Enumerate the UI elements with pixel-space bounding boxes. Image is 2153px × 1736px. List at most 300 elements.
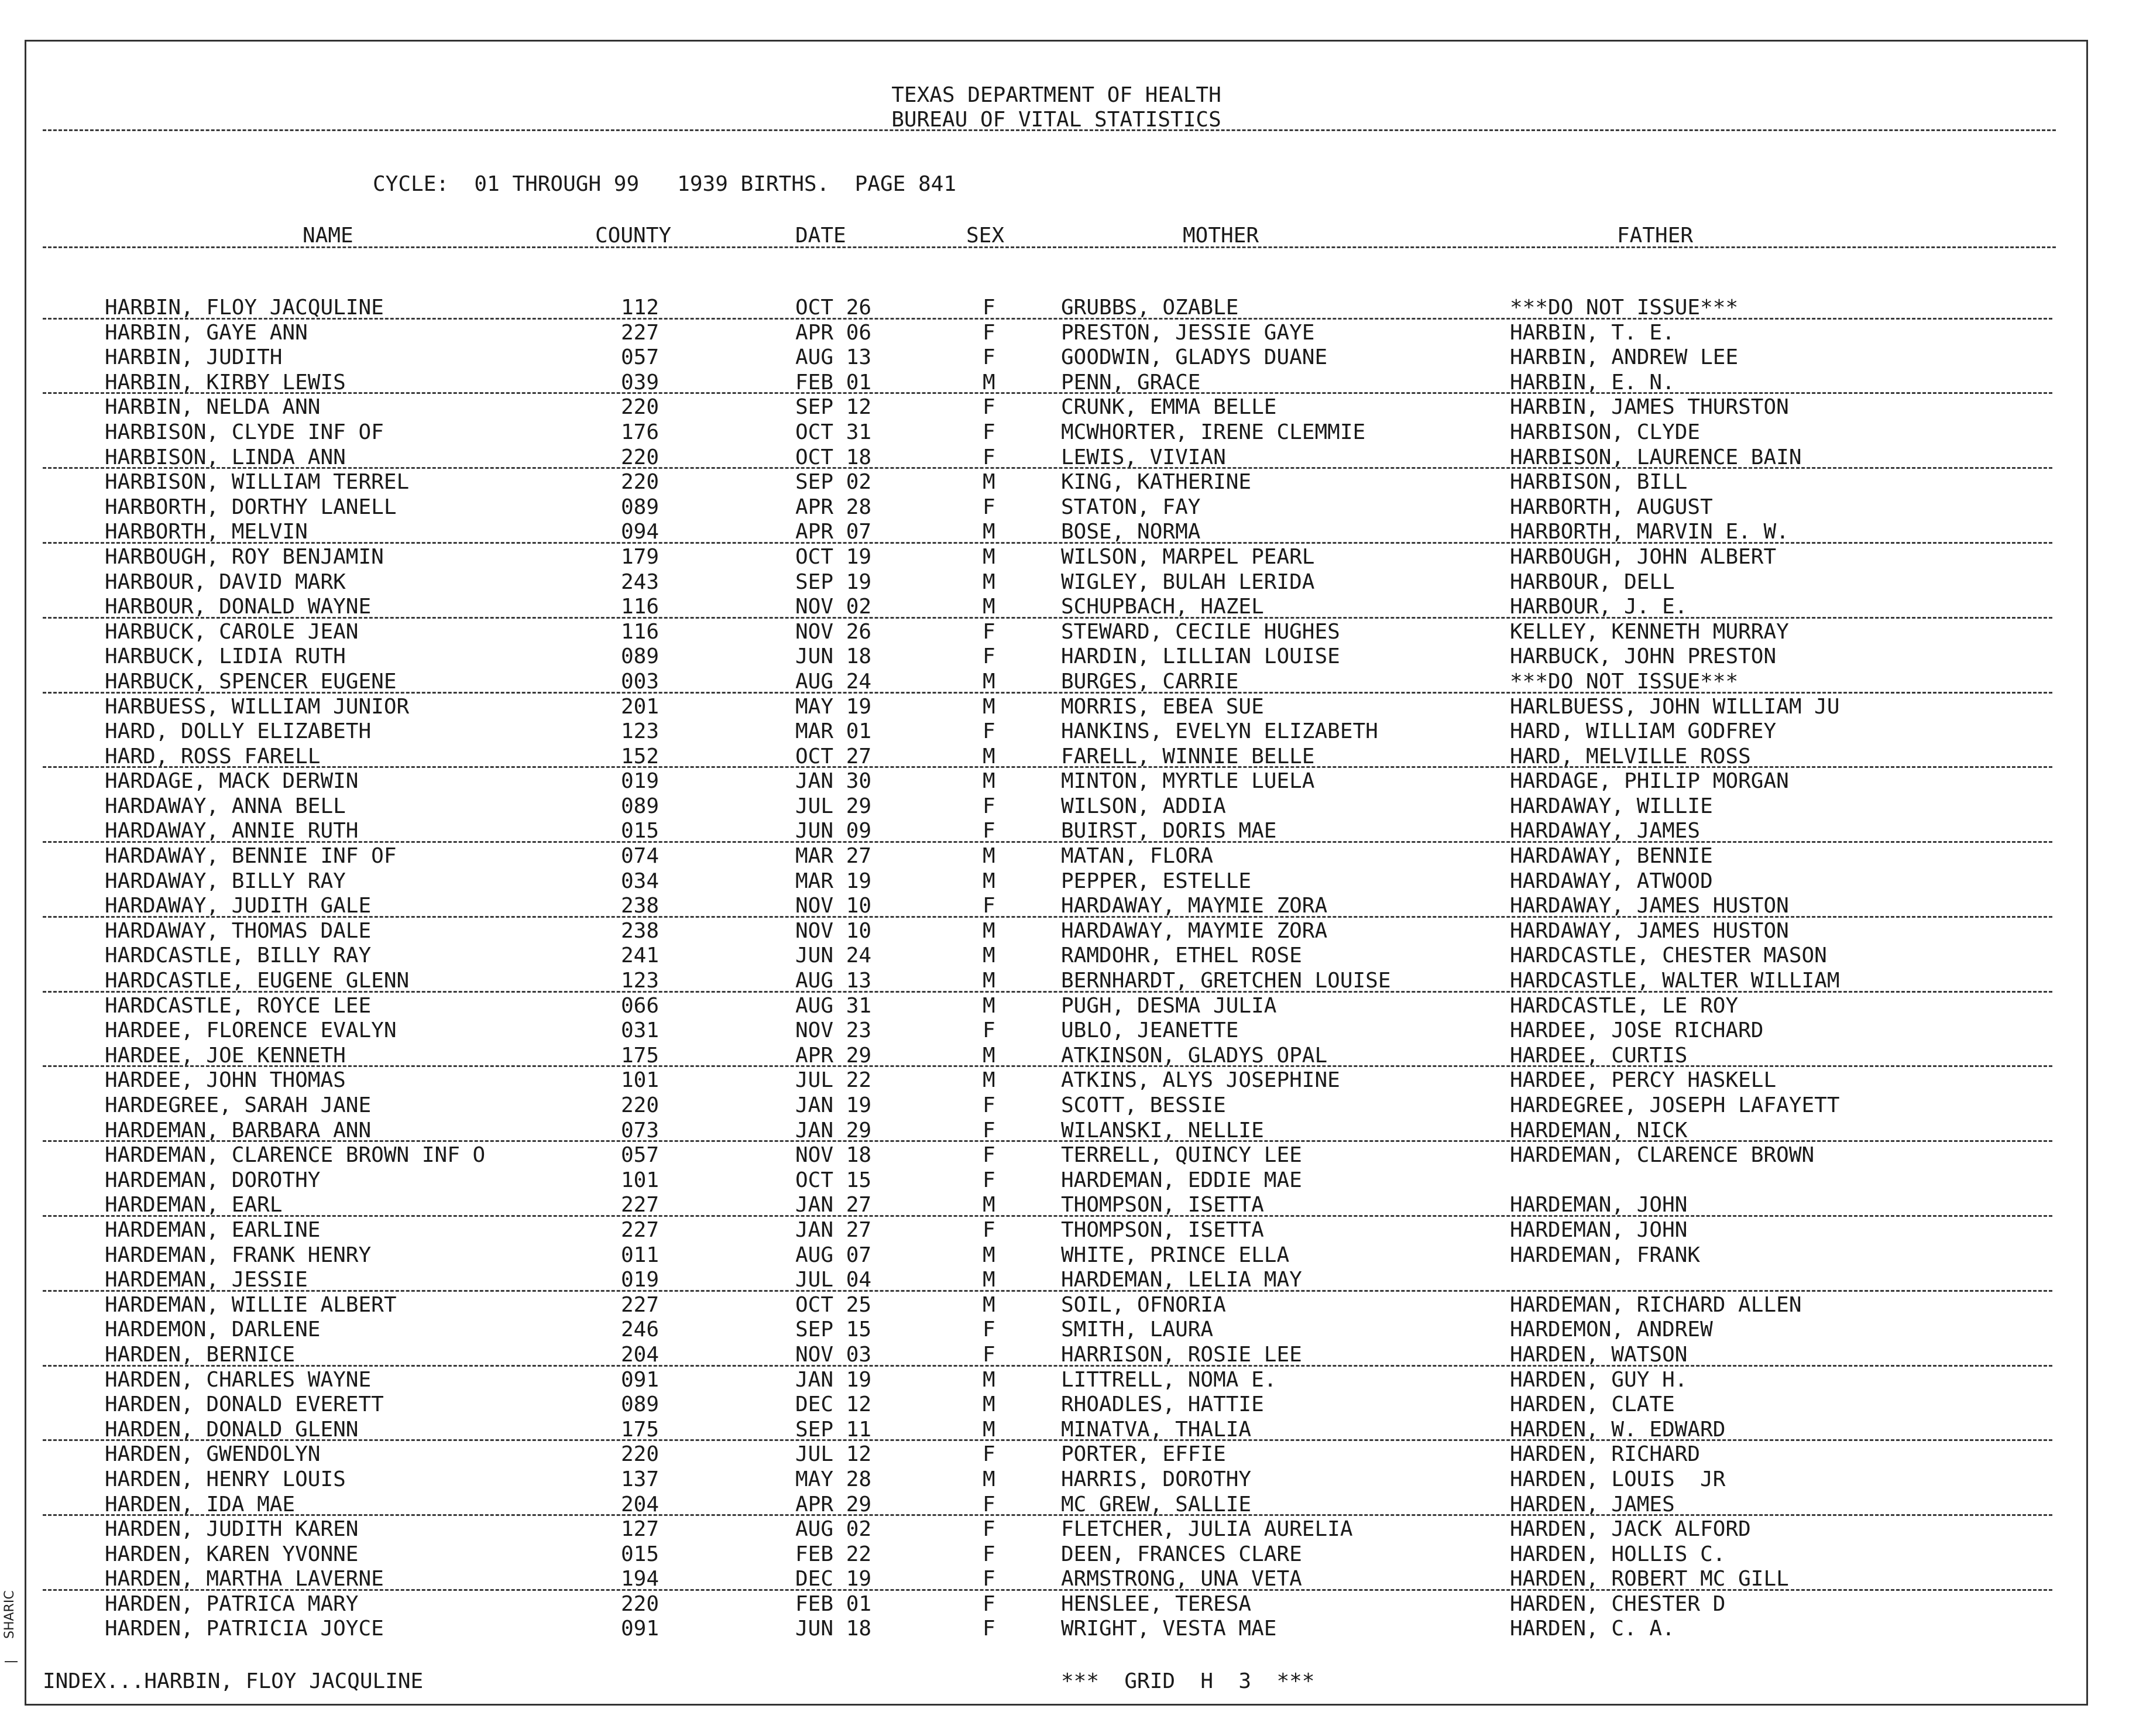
table-row: [26, 1392, 2086, 1418]
cell-county: 116: [621, 595, 660, 619]
cell-father: HARDEN, CHESTER D: [1510, 1591, 1726, 1616]
cell-father: HARDEN, CLATE: [1510, 1392, 1675, 1417]
cell-county: 246: [621, 1318, 660, 1342]
cell-name: HARBOUR, DAVID MARK: [105, 569, 346, 594]
cell-county: 123: [621, 969, 660, 993]
cell-name: HARDEN, IDA MAE: [105, 1492, 296, 1517]
cell-sex: F: [983, 296, 995, 320]
cell-date: APR 07: [795, 520, 872, 544]
cell-county: 220: [621, 1591, 660, 1616]
cell-mother: PENN, GRACE: [1061, 370, 1201, 394]
cell-sex: M: [983, 1068, 995, 1093]
cell-name: HARDEMAN, WILLIE ALBERT: [105, 1292, 397, 1317]
cell-mother: HANKINS, EVELYN ELIZABETH: [1061, 719, 1378, 744]
cell-mother: FLETCHER, JULIA AURELIA: [1061, 1517, 1353, 1542]
cell-sex: M: [983, 569, 995, 594]
column-header-mother: MOTHER: [1183, 224, 1259, 248]
cell-father: HARBISON, CLYDE: [1510, 420, 1701, 444]
cell-name: HARDEE, JOHN THOMAS: [105, 1068, 346, 1093]
cell-father: HARD, WILLIAM GODFREY: [1510, 719, 1777, 744]
table-row: [26, 545, 2086, 570]
cell-date: MAR 19: [795, 869, 872, 893]
cell-father: HARBISON, BILL: [1510, 470, 1688, 495]
cell-name: HARDEN, HENRY LOUIS: [105, 1467, 346, 1491]
cell-date: OCT 26: [795, 296, 872, 320]
cycle-line: CYCLE: 01 THROUGH 99 1939 BIRTHS. PAGE 841: [373, 172, 956, 196]
cell-name: HARD, ROSS FARELL: [105, 744, 321, 768]
table-row: [26, 595, 2086, 620]
cell-name: HARBIN, FLOY JACQULINE: [105, 296, 384, 320]
cell-county: 112: [621, 296, 660, 320]
table-row: [26, 794, 2086, 819]
cell-sex: M: [983, 520, 995, 544]
cell-county: 019: [621, 1268, 660, 1292]
cell-name: HARDEMAN, EARLINE: [105, 1217, 321, 1242]
cell-county: 204: [621, 1492, 660, 1517]
table-row: [26, 994, 2086, 1019]
cell-mother: HARDAWAY, MAYMIE ZORA: [1061, 894, 1328, 918]
cell-date: MAY 19: [795, 694, 872, 719]
cell-county: 101: [621, 1068, 660, 1093]
cell-mother: WILANSKI, NELLIE: [1061, 1118, 1264, 1143]
cell-mother: STATON, FAY: [1061, 495, 1201, 519]
cell-father: HARDCASTLE, LE ROY: [1510, 993, 1739, 1018]
cell-mother: PEPPER, ESTELLE: [1061, 869, 1252, 893]
cell-name: HARDEN, DONALD EVERETT: [105, 1392, 384, 1417]
table-row: [26, 520, 2086, 545]
cell-name: HARDEN, MARTHA LAVERNE: [105, 1567, 384, 1591]
cell-mother: GOODWIN, GLADYS DUANE: [1061, 345, 1328, 370]
cell-county: 073: [621, 1118, 660, 1143]
cell-father: HARDEN, C. A.: [1510, 1617, 1675, 1641]
cell-county: 091: [621, 1617, 660, 1641]
cell-father: HARDAWAY, JAMES HUSTON: [1510, 894, 1789, 918]
cell-mother: UBLO, JEANETTE: [1061, 1018, 1239, 1043]
cell-mother: WILSON, ADDIA: [1061, 794, 1226, 818]
table-row: [26, 1442, 2086, 1467]
cell-name: HARDCASTLE, EUGENE GLENN: [105, 969, 410, 993]
cell-name: HARDAWAY, ANNA BELL: [105, 794, 346, 818]
cell-county: 089: [621, 794, 660, 818]
cell-county: 066: [621, 993, 660, 1018]
cell-county: 241: [621, 944, 660, 968]
cell-county: 089: [621, 1392, 660, 1417]
cell-father: KELLEY, KENNETH MURRAY: [1510, 619, 1789, 644]
cell-mother: PUGH, DESMA JULIA: [1061, 993, 1277, 1018]
cell-county: 089: [621, 644, 660, 669]
cell-father: HARDCASTLE, CHESTER MASON: [1510, 944, 1827, 968]
cell-sex: F: [983, 619, 995, 644]
table-row: [26, 1368, 2086, 1393]
table-row: [26, 296, 2086, 321]
cell-father: HARBIN, E. N.: [1510, 370, 1675, 394]
cell-mother: THOMPSON, ISETTA: [1061, 1193, 1264, 1217]
cell-father: HARDEMAN, CLARENCE BROWN: [1510, 1143, 1815, 1168]
cell-sex: F: [983, 644, 995, 669]
cell-county: 220: [621, 1442, 660, 1467]
cell-date: JUL 29: [795, 794, 872, 818]
cell-mother: CRUNK, EMMA BELLE: [1061, 395, 1277, 420]
table-row: [26, 1193, 2086, 1218]
cell-father: HARDEN, RICHARD: [1510, 1442, 1701, 1467]
table-row: [26, 1218, 2086, 1243]
cell-mother: DEEN, FRANCES CLARE: [1061, 1542, 1302, 1566]
cell-date: NOV 26: [795, 619, 872, 644]
cell-mother: MATAN, FLORA: [1061, 844, 1214, 869]
table-row: [26, 869, 2086, 894]
cell-sex: F: [983, 1342, 995, 1367]
cell-father: HARDEN, W. EDWARD: [1510, 1417, 1726, 1442]
cell-date: FEB 22: [795, 1542, 872, 1566]
cell-sex: M: [983, 1467, 995, 1491]
cell-name: HARBISON, CLYDE INF OF: [105, 420, 384, 444]
cell-father: HARBIN, T. E.: [1510, 320, 1675, 345]
cell-name: HARDEN, GWENDOLYN: [105, 1442, 321, 1467]
cell-sex: F: [983, 1143, 995, 1168]
cell-father: HARDEN, GUY H.: [1510, 1367, 1688, 1392]
cell-name: HARDCASTLE, ROYCE LEE: [105, 993, 372, 1018]
table-row: [26, 894, 2086, 919]
cell-name: HARBIN, JUDITH: [105, 345, 283, 370]
table-row: [26, 1592, 2086, 1617]
cell-date: DEC 19: [795, 1567, 872, 1591]
table-row: [26, 1542, 2086, 1567]
cell-name: HARBISON, WILLIAM TERREL: [105, 470, 410, 495]
table-row: [26, 1119, 2086, 1144]
cell-date: JAN 30: [795, 769, 872, 794]
table-row: [26, 620, 2086, 645]
cell-sex: M: [983, 669, 995, 694]
cell-mother: SCOTT, BESSIE: [1061, 1093, 1226, 1117]
cell-date: AUG 13: [795, 345, 872, 370]
table-row: [26, 1168, 2086, 1193]
cell-county: 094: [621, 520, 660, 544]
cell-date: OCT 19: [795, 544, 872, 569]
cell-father: ***DO NOT ISSUE***: [1510, 296, 1739, 320]
cell-date: AUG 31: [795, 993, 872, 1018]
cell-sex: M: [983, 869, 995, 893]
cell-father: HARDEE, CURTIS: [1510, 1043, 1688, 1068]
cell-mother: ARMSTRONG, UNA VETA: [1061, 1567, 1302, 1591]
cell-name: HARDEN, BERNICE: [105, 1342, 296, 1367]
cell-name: HARDEN, KAREN YVONNE: [105, 1542, 359, 1566]
cell-sex: M: [983, 694, 995, 719]
cell-sex: M: [983, 993, 995, 1018]
column-header-rule: [43, 246, 2056, 248]
cell-mother: BERNHARDT, GRETCHEN LOUISE: [1061, 969, 1391, 993]
table-row: [26, 1243, 2086, 1268]
column-header-date: DATE: [795, 224, 846, 248]
cell-county: 137: [621, 1467, 660, 1491]
cell-sex: F: [983, 1168, 995, 1192]
cell-county: 091: [621, 1367, 660, 1392]
cell-name: HARBUESS, WILLIAM JUNIOR: [105, 694, 410, 719]
table-row: [26, 1268, 2086, 1293]
cell-mother: HARRISON, ROSIE LEE: [1061, 1342, 1302, 1367]
cell-date: JUN 09: [795, 819, 872, 843]
bureau-title: BUREAU OF VITAL STATISTICS: [891, 108, 1221, 132]
cell-county: 176: [621, 420, 660, 444]
table-row: [26, 445, 2086, 471]
cell-sex: F: [983, 894, 995, 918]
table-row: [26, 1143, 2086, 1168]
cell-date: OCT 27: [795, 744, 872, 768]
cell-date: APR 29: [795, 1492, 872, 1517]
cell-date: FEB 01: [795, 1591, 872, 1616]
cell-sex: M: [983, 544, 995, 569]
cell-date: JUN 18: [795, 644, 872, 669]
cell-date: OCT 25: [795, 1292, 872, 1317]
cell-sex: F: [983, 1542, 995, 1566]
cell-mother: HARDEMAN, LELIA MAY: [1061, 1268, 1302, 1292]
cell-date: SEP 02: [795, 470, 872, 495]
cell-father: HARBOUR, DELL: [1510, 569, 1675, 594]
cell-name: HARBIN, KIRBY LEWIS: [105, 370, 346, 394]
cell-name: HARDEE, FLORENCE EVALYN: [105, 1018, 397, 1043]
table-row: [26, 1044, 2086, 1069]
table-row: [26, 719, 2086, 745]
side-label: SHARIC: [2, 1590, 17, 1639]
cell-father: HARDEN, ROBERT MC GILL: [1510, 1567, 1789, 1591]
cell-name: HARDEN, JUDITH KAREN: [105, 1517, 359, 1542]
cell-sex: F: [983, 395, 995, 420]
cell-date: JUN 18: [795, 1617, 872, 1641]
cell-mother: RHOADLES, HATTIE: [1061, 1392, 1264, 1417]
cell-mother: MORRIS, EBEA SUE: [1061, 694, 1264, 719]
cell-mother: LITTRELL, NOMA E.: [1061, 1367, 1277, 1392]
cell-father: HARDEMAN, RICHARD ALLEN: [1510, 1292, 1802, 1317]
cell-county: 175: [621, 1043, 660, 1068]
cell-county: 238: [621, 918, 660, 943]
cell-date: NOV 10: [795, 894, 872, 918]
cell-name: HARDEN, DONALD GLENN: [105, 1417, 359, 1442]
cell-father: HARDEE, PERCY HASKELL: [1510, 1068, 1777, 1093]
cell-father: HARDEN, HOLLIS C.: [1510, 1542, 1726, 1566]
cell-sex: M: [983, 595, 995, 619]
grid-footer: *** GRID H 3 ***: [1061, 1669, 1315, 1693]
table-row: [26, 321, 2086, 346]
cell-date: AUG 07: [795, 1243, 872, 1267]
cell-mother: MINATVA, THALIA: [1061, 1417, 1252, 1442]
cell-father: HARDEMAN, JOHN: [1510, 1193, 1688, 1217]
cell-father: HARDAWAY, BENNIE: [1510, 844, 1713, 869]
cell-mother: HARRIS, DOROTHY: [1061, 1467, 1252, 1491]
cell-county: 220: [621, 395, 660, 420]
cell-name: HARDEN, PATRICA MARY: [105, 1591, 359, 1616]
cell-sex: F: [983, 819, 995, 843]
cell-date: OCT 18: [795, 445, 872, 469]
cell-father: HARDAWAY, JAMES HUSTON: [1510, 918, 1789, 943]
cell-sex: M: [983, 744, 995, 768]
cell-mother: SOIL, OFNORIA: [1061, 1292, 1226, 1317]
cell-date: MAR 27: [795, 844, 872, 869]
cell-sex: M: [983, 1367, 995, 1392]
cell-sex: M: [983, 1243, 995, 1267]
cell-county: 123: [621, 719, 660, 744]
cell-date: JUL 04: [795, 1268, 872, 1292]
cell-sex: M: [983, 1417, 995, 1442]
cell-sex: M: [983, 944, 995, 968]
cell-county: 039: [621, 370, 660, 394]
table-row: [26, 1093, 2086, 1119]
cell-county: 015: [621, 1542, 660, 1566]
cell-date: JUL 12: [795, 1442, 872, 1467]
cell-sex: F: [983, 1217, 995, 1242]
cell-county: 019: [621, 769, 660, 794]
cell-date: JAN 19: [795, 1093, 872, 1117]
cell-father: HARBUCK, JOHN PRESTON: [1510, 644, 1777, 669]
cell-name: HARDEE, JOE KENNETH: [105, 1043, 346, 1068]
cell-date: SEP 19: [795, 569, 872, 594]
table-row: [26, 919, 2086, 944]
cell-date: JAN 27: [795, 1193, 872, 1217]
column-header-name: NAME: [303, 224, 353, 248]
table-row: [26, 1617, 2086, 1642]
cell-name: HARDEN, CHARLES WAYNE: [105, 1367, 372, 1392]
cell-name: HARDEMAN, EARL: [105, 1193, 283, 1217]
cell-county: 074: [621, 844, 660, 869]
table-row: [26, 1467, 2086, 1493]
cell-name: HARDEMON, DARLENE: [105, 1318, 321, 1342]
cell-name: HARDEMAN, JESSIE: [105, 1268, 308, 1292]
table-row: [26, 345, 2086, 370]
cell-date: JAN 27: [795, 1217, 872, 1242]
cell-father: ***DO NOT ISSUE***: [1510, 669, 1739, 694]
cell-sex: F: [983, 495, 995, 519]
cell-date: NOV 02: [795, 595, 872, 619]
cell-county: 152: [621, 744, 660, 768]
cell-date: OCT 15: [795, 1168, 872, 1192]
cell-mother: BOSE, NORMA: [1061, 520, 1201, 544]
cell-date: AUG 13: [795, 969, 872, 993]
department-title: TEXAS DEPARTMENT OF HEALTH: [891, 83, 1221, 107]
cell-sex: F: [983, 345, 995, 370]
cell-father: HARDAWAY, WILLIE: [1510, 794, 1713, 818]
cell-name: HARDEMAN, BARBARA ANN: [105, 1118, 372, 1143]
cell-county: 011: [621, 1243, 660, 1267]
cell-name: HARDAWAY, THOMAS DALE: [105, 918, 372, 943]
cell-mother: HENSLEE, TERESA: [1061, 1591, 1252, 1616]
cell-mother: RAMDOHR, ETHEL ROSE: [1061, 944, 1302, 968]
cell-name: HARDEMAN, DOROTHY: [105, 1168, 321, 1192]
cell-date: APR 28: [795, 495, 872, 519]
column-header-sex: SEX: [966, 224, 1005, 248]
table-row: [26, 695, 2086, 720]
cell-mother: WHITE, PRINCE ELLA: [1061, 1243, 1290, 1267]
cell-sex: F: [983, 1567, 995, 1591]
table-row: [26, 1493, 2086, 1518]
cell-name: HARDAWAY, ANNIE RUTH: [105, 819, 359, 843]
cell-sex: F: [983, 445, 995, 469]
table-row: [26, 395, 2086, 420]
cell-date: SEP 11: [795, 1417, 872, 1442]
cell-county: 089: [621, 495, 660, 519]
cell-sex: F: [983, 1093, 995, 1117]
cell-mother: MCWHORTER, IRENE CLEMMIE: [1061, 420, 1366, 444]
cell-date: NOV 23: [795, 1018, 872, 1043]
cell-father: HARDCASTLE, WALTER WILLIAM: [1510, 969, 1840, 993]
cell-sex: F: [983, 320, 995, 345]
cell-date: NOV 03: [795, 1342, 872, 1367]
cell-date: JAN 19: [795, 1367, 872, 1392]
cell-date: JUN 24: [795, 944, 872, 968]
cell-mother: ATKINS, ALYS JOSEPHINE: [1061, 1068, 1340, 1093]
cell-county: 194: [621, 1567, 660, 1591]
cell-date: NOV 18: [795, 1143, 872, 1168]
cell-name: HARBIN, GAYE ANN: [105, 320, 308, 345]
cell-name: HARDEMAN, CLARENCE BROWN INF O: [105, 1143, 486, 1168]
cell-sex: F: [983, 1118, 995, 1143]
cell-county: 220: [621, 470, 660, 495]
cell-mother: WRIGHT, VESTA MAE: [1061, 1617, 1277, 1641]
cell-mother: MINTON, MYRTLE LUELA: [1061, 769, 1315, 794]
cell-name: HARBUCK, LIDIA RUTH: [105, 644, 346, 669]
column-header-county: COUNTY: [595, 224, 672, 248]
cell-date: AUG 02: [795, 1517, 872, 1542]
cell-date: FEB 01: [795, 370, 872, 394]
cell-mother: STEWARD, CECILE HUGHES: [1061, 619, 1340, 644]
cell-sex: F: [983, 1018, 995, 1043]
cell-father: HARLBUESS, JOHN WILLIAM JU: [1510, 694, 1840, 719]
cell-sex: M: [983, 918, 995, 943]
cell-name: HARD, DOLLY ELIZABETH: [105, 719, 372, 744]
cell-county: 175: [621, 1417, 660, 1442]
cell-name: HARBUCK, SPENCER EUGENE: [105, 669, 397, 694]
cell-mother: BUIRST, DORIS MAE: [1061, 819, 1277, 843]
table-row: [26, 570, 2086, 595]
cell-date: JUL 22: [795, 1068, 872, 1093]
cell-county: 003: [621, 669, 660, 694]
cell-father: HARDEGREE, JOSEPH LAFAYETT: [1510, 1093, 1840, 1117]
cell-name: HARDAWAY, JUDITH GALE: [105, 894, 372, 918]
cell-sex: M: [983, 1193, 995, 1217]
cell-mother: SCHUPBACH, HAZEL: [1061, 595, 1264, 619]
cell-county: 101: [621, 1168, 660, 1192]
table-row: [26, 370, 2086, 396]
cell-name: HARDCASTLE, BILLY RAY: [105, 944, 372, 968]
table-row: [26, 495, 2086, 520]
cell-county: 179: [621, 544, 660, 569]
cell-name: HARBOUR, DONALD WAYNE: [105, 595, 372, 619]
cell-mother: LEWIS, VIVIAN: [1061, 445, 1226, 469]
cell-name: HARBUCK, CAROLE JEAN: [105, 619, 359, 644]
cell-date: OCT 31: [795, 420, 872, 444]
cell-date: JAN 29: [795, 1118, 872, 1143]
cell-mother: SMITH, LAURA: [1061, 1318, 1214, 1342]
cell-name: HARDEMAN, FRANK HENRY: [105, 1243, 372, 1267]
cell-sex: M: [983, 769, 995, 794]
index-footer: INDEX...HARBIN, FLOY JACQULINE: [43, 1669, 424, 1693]
cell-county: 243: [621, 569, 660, 594]
table-row: [26, 1343, 2086, 1368]
cell-father: HARDEN, JAMES: [1510, 1492, 1675, 1517]
cell-county: 238: [621, 894, 660, 918]
cell-mother: FARELL, WINNIE BELLE: [1061, 744, 1315, 768]
cell-date: AUG 24: [795, 669, 872, 694]
cell-father: HARDAWAY, ATWOOD: [1510, 869, 1713, 893]
table-row: [26, 944, 2086, 969]
cell-father: HARDEMAN, JOHN: [1510, 1217, 1688, 1242]
cell-mother: WIGLEY, BULAH LERIDA: [1061, 569, 1315, 594]
cell-sex: F: [983, 1318, 995, 1342]
cell-father: HARBOUGH, JOHN ALBERT: [1510, 544, 1777, 569]
cell-county: 057: [621, 345, 660, 370]
table-row: [26, 470, 2086, 495]
cell-mother: GRUBBS, OZABLE: [1061, 296, 1239, 320]
table-row: [26, 769, 2086, 794]
cell-sex: M: [983, 1392, 995, 1417]
cell-mother: KING, KATHERINE: [1061, 470, 1252, 495]
